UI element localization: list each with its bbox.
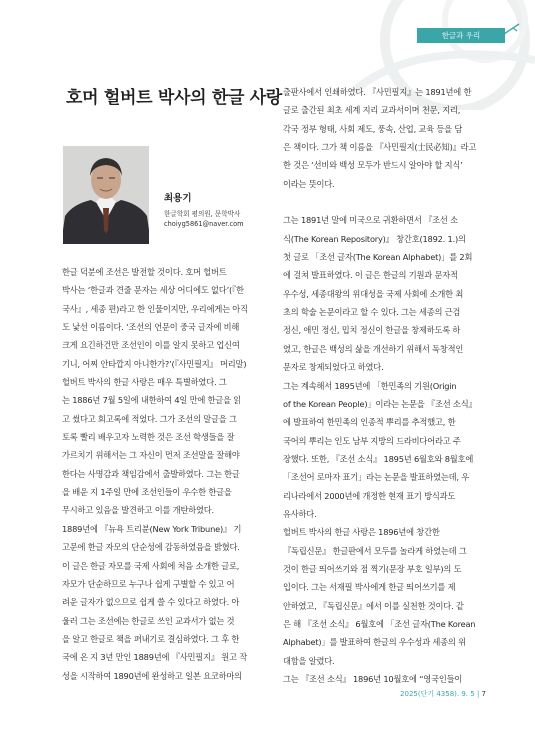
body-line: 국사』, 세종 편)라고 한 인물이지만, 우리에게는 아직 <box>62 303 248 314</box>
body-line: 입이다. 그는 서재필 박사에게 한글 띄어쓰기를 제 <box>283 582 456 593</box>
body-line: 무시하고 있음을 발견하고 이를 개탄하였다. <box>62 505 214 516</box>
body-line: 국에 온 지 3년 만인 1889년에 『사민필지』 원고 작 <box>62 652 248 663</box>
section-tag: 한글과 우리 <box>417 28 505 43</box>
body-line: 헐버트 박사의 한글 사랑은 1896년에 창간한 <box>283 527 440 538</box>
body-line: 그는 1891년 말에 미국으로 귀환하면서 『조선 소 <box>283 215 458 226</box>
body-line: 고문에 한글 자모의 단순성에 감동하였음을 밝혔다. <box>62 542 240 553</box>
body-column-left <box>62 263 268 685</box>
issue-date: 2025(단기 4358). 9. 5 <box>400 690 475 698</box>
body-line: 박사는 ‘한글과 견줄 문자는 세상 어디에도 없다’(『한 <box>62 285 244 296</box>
body-line: 려운 글자가 없으므로 쉽게 쓸 수 있다고 하였다. 아 <box>62 597 240 608</box>
body-line: 성을 시작하여 1890년에 완성하고 일본 요코하마의 <box>62 670 242 681</box>
page-number: 7 <box>481 690 486 698</box>
body-line: 글로 출간된 최초 세계 지리 교과서이며 천문, 지리, <box>283 105 461 116</box>
body-line: 유사하다. <box>283 508 317 519</box>
body-line: 토록 빨리 배우고자 노력한 것은 조선 학생들을 잘 <box>62 432 235 443</box>
body-line: 식(The Korean Repository)』 창간호(1892. 1.)의 <box>283 233 466 244</box>
body-line: 는 1886년 7월 5일에 내한하여 4일 만에 한글을 읽 <box>62 395 242 406</box>
body-line: Alphabet)」를 발표하여 한글의 우수성과 세종의 위 <box>283 637 466 648</box>
body-line: 한글 덕분에 조선은 발전할 것이다. 호머 헐버트 <box>62 267 227 277</box>
body-line: 장했다. 또한, 『조선 소식』 1895년 6월호와 8월호에 <box>283 453 474 464</box>
body-line: 대함을 알렸다. <box>283 655 335 666</box>
body-line: 것이 한글 띄어쓰기와 점 찍기(문장 부호 일부)의 도 <box>283 563 462 574</box>
body-line: 이라는 뜻이다. <box>283 178 335 189</box>
body-line: 초의 학술 논문이라고 할 수 있다. 그는 세종의 근검 <box>283 307 461 318</box>
body-line: 그는 계속해서 1895년에 「한민족의 기원(Origin <box>283 380 457 391</box>
body-line: 자모가 단순하므로 누구나 쉽게 구별할 수 있고 어 <box>62 578 235 589</box>
body-line: 1889년에 『뉴욕 트리뷴(New York Tribune)』 기 <box>62 523 242 534</box>
body-line: 은 책이다. 그가 책 이름을 『사민필지(士民必知)』라고 <box>283 142 477 153</box>
body-line: 첫 글로 「조선 글자(The Korean Alphabet)」를 2회 <box>283 252 473 263</box>
body-line: 리나라에서 2000년에 개정한 현재 표기 방식과도 <box>283 490 456 501</box>
body-line: 였고, 한글은 백성의 삶을 개선하기 위해서 독창적인 <box>283 343 464 354</box>
body-line: 우수성, 세종대왕의 위대성을 국제 사회에 소개한 최 <box>283 288 464 299</box>
body-line: 은 해 『조선 소식』 6월호에 「조선 글자(The Korean <box>283 618 476 629</box>
body-line: 『독립신문』 한글판에서 모두를 놀라게 하였는데 그 <box>283 545 467 556</box>
body-line: 을 배운 지 1주일 만에 조선인들이 우수한 한글을 <box>62 487 232 498</box>
body-line: 「조선어 로마자 표기」라는 논문을 발표하였는데, 우 <box>283 472 470 483</box>
author-affiliation: 한글학회 평의원, 문학박사 <box>164 210 241 218</box>
body-line: 그는 『조선 소식』 1896년 10월호에 “영국인들이 <box>283 674 463 684</box>
body-line: 에 발표하여 한민족의 인종적 뿌리를 추적했고, 한 <box>283 417 456 428</box>
body-line: 한 것은 ‘선비와 백성 모두가 반드시 알아야 할 지식’ <box>283 160 463 171</box>
body-line: 헐버트 박사의 한글 사랑은 매우 특별하였다. 그 <box>62 377 227 388</box>
body-line: 도 낯선 이름이다. ‘조선의 언문이 중국 글자에 비해 <box>62 322 240 333</box>
author-photo <box>63 146 149 244</box>
body-line: 정신, 애민 정신, 밉치 정신이 한글을 창제하도록 하 <box>283 325 461 336</box>
body-line: 을 알고 한글로 책을 펴내기로 결심하였다. 그 후 한 <box>62 633 240 644</box>
body-line: 에 걸쳐 발표하였다. 이 글은 한글의 기원과 문자적 <box>283 270 458 281</box>
author-name: 최용기 <box>164 193 192 204</box>
body-line: 기니, 어찌 안타깝지 아니한가?’(『사민필지』 머리말) <box>62 358 247 369</box>
body-line: 고 썼다고 회고록에 적었다. 그가 조선의 말글을 그 <box>62 413 237 424</box>
author-email[interactable]: choiyg5861@naver.com <box>164 220 244 228</box>
page-footer <box>400 689 486 699</box>
body-column-right <box>283 83 489 688</box>
body-line: 울러 그는 조선에는 한글로 쓰인 교과서가 없는 것 <box>62 615 235 626</box>
body-line: 한다는 사명감과 책임감에서 출발하였다. 그는 한글 <box>62 468 240 479</box>
body-line: 크게 요긴하건만 조선인이 이를 알지 못하고 업신여 <box>62 340 240 351</box>
body-line: 출판사에서 인쇄하였다. 『사민필지』는 1891년에 한 <box>283 87 472 97</box>
body-line: 이 글은 한글 자모를 국제 사회에 처음 소개한 글로, <box>62 560 240 571</box>
body-line: 국어의 뿌리는 인도 남부 지방의 드라비다어라고 주 <box>283 435 461 446</box>
body-line <box>283 193 489 211</box>
article-title: 호머 헐버트 박사의 한글 사랑 <box>66 88 282 108</box>
body-line: of the Korean People)」이라는 논문을 『조선 소식』 <box>283 398 477 409</box>
body-line: 각국 정부 형태, 사회 제도, 풍속, 산업, 교육 등을 담 <box>283 123 463 134</box>
author-info <box>164 190 244 229</box>
body-line: 가르치기 위해서는 그 자신이 먼저 조선말을 잘해야 <box>62 450 240 461</box>
body-line: 안하였고, 『독립신문』에서 이를 실천한 것이다. 같 <box>283 600 464 611</box>
bird-ornament-icon <box>503 22 521 36</box>
body-line: 문자로 창제되었다고 하였다. <box>283 362 384 373</box>
footer-separator: | <box>476 690 480 698</box>
